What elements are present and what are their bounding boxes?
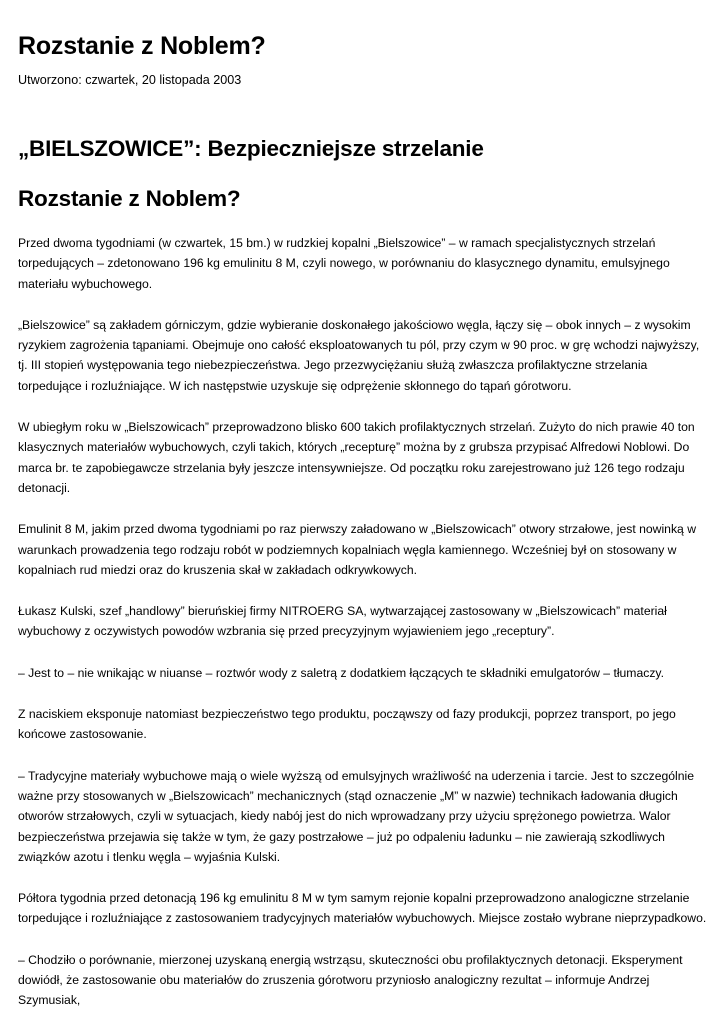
paragraph: „Bielszowice” są zakładem górniczym, gdzie wybieranie doskonałego jakościowo węgla, łączy się – obok innych – z wysokim ryzykiem zagrożenia tąpaniami. Obejmuje ono całość eksploatowanych tu pól, przy czym w 90 proc. w grę wchodzi najwyższy, tj. III stopień występowania tego niebezpieczeństwa. Jego przezwyciężaniu służą zwłaszcza profilaktyczne strzelania torpedujące i rozluźniające. W ich następstwie uzyskuje się odprężenie skłonnego do tąpań górotworu. — [18, 317, 700, 393]
article-headline: „BIELSZOWICE”: Bezpieczniejsze strzelanie — [18, 136, 484, 161]
paragraph: W ubiegłym roku w „Bielszowicach” przeprowadzono blisko 600 takich profilaktycznych strzelań. Zużyto do nich prawie 40 ton klasycznych materiałów wybuchowych, czyli takich, których „recepturę” można by z grubsza przypisać Alfredowi Noblowi. Do marca br. te zapobiegawcze strzelania były jeszcze intensywniejsze. Od początku roku zarejestrowano już 126 tego rodzaju detonacji. — [18, 420, 695, 495]
article-body — [18, 233, 710, 1011]
paragraph: Z naciskiem eksponuje natomiast bezpieczeństwo tego produktu, począwszy od fazy produkcji, poprzez transport, po jego końcowe zastosowanie. — [18, 707, 676, 742]
paragraph: – Tradycyjne materiały wybuchowe mają o wiele wyższą od emulsyjnych wrażliwość na uderzenia i tarcie. Jest to szczególnie ważne przy stosowanych w „Bielszowicach” mechanicznych (stąd oznaczenie „M” w nazwie) technikach ładowania długich otworów strzałowych, czyli w sytuacjach, kiedy nabój jest do nich wprowadzany przy użyciu sprężonego powietrza. Walor bezpieczeństwa przejawia się także w tym, że gazy postrzałowe – już po odpaleniu ładunku – nie zawierają szkodliwych związków azotu i tlenku węgla – wyjaśnia Kulski. — [18, 768, 695, 864]
paragraph: Emulinit 8 M, jakim przed dwoma tygodniami po raz pierwszy załadowano w „Bielszowicach” otwory strzałowe, jest nowinką w warunkach prowadzenia tego rodzaju robót w podziemnych kopalniach węgla kamiennego. Wcześniej był on stosowany w kopalniach rud miedzi oraz do kruszenia skał w zakładach odkrywkowych. — [18, 522, 697, 577]
paragraph: Półtora tygodnia przed detonacją 196 kg emulinitu 8 M w tym samym rejonie kopalni przeprowadzono analogiczne strzelanie torpedujące i rozluźniające z zastosowaniem tradycyjnych materiałów wybuchowych. Miejsce zostało wybrane nieprzypadkowo. — [18, 891, 707, 926]
document-page — [18, 0, 710, 1032]
paragraph: – Chodziło o porównanie, mierzonej uzyskaną energią wstrząsu, skuteczności obu profilaktycznych detonacji. Eksperyment dowiódł, że zastosowanie obu materiałów do zruszenia górotworu przyniosło analogiczny rezultat – informuje Andrzej Szymusiak, — [18, 952, 683, 1008]
page-title: Rozstanie z Noblem? — [18, 32, 266, 60]
paragraph: – Jest to – nie wnikając w niuanse – roztwór wody z saletrą z dodatkiem łączących te składniki emulgatorów – tłumaczy. — [18, 665, 665, 680]
paragraph: Łukasz Kulski, szef „handlowy” bieruńskiej firmy NITROERG SA, wytwarzającej zastosowany w „Bielszowicach” materiał wybuchowy z oczywistych powodów wzbrania się przed precyzyjnym wyjawieniem jego „receptury”. — [18, 604, 667, 639]
paragraph: Przed dwoma tygodniami (w czwartek, 15 bm.) w rudzkiej kopalni „Bielszowice” – w ramach specjalistycznych strzelań torpedujących – zdetonowano 196 kg emulinitu 8 M, czyli nowego, w porównaniu do klasycznego dynamitu, emulsyjnego materiału wybuchowego. — [18, 236, 670, 291]
article-subheadline: Rozstanie z Noblem? — [18, 186, 241, 211]
created-date: Utworzono: czwartek, 20 listopada 2003 — [18, 73, 242, 87]
